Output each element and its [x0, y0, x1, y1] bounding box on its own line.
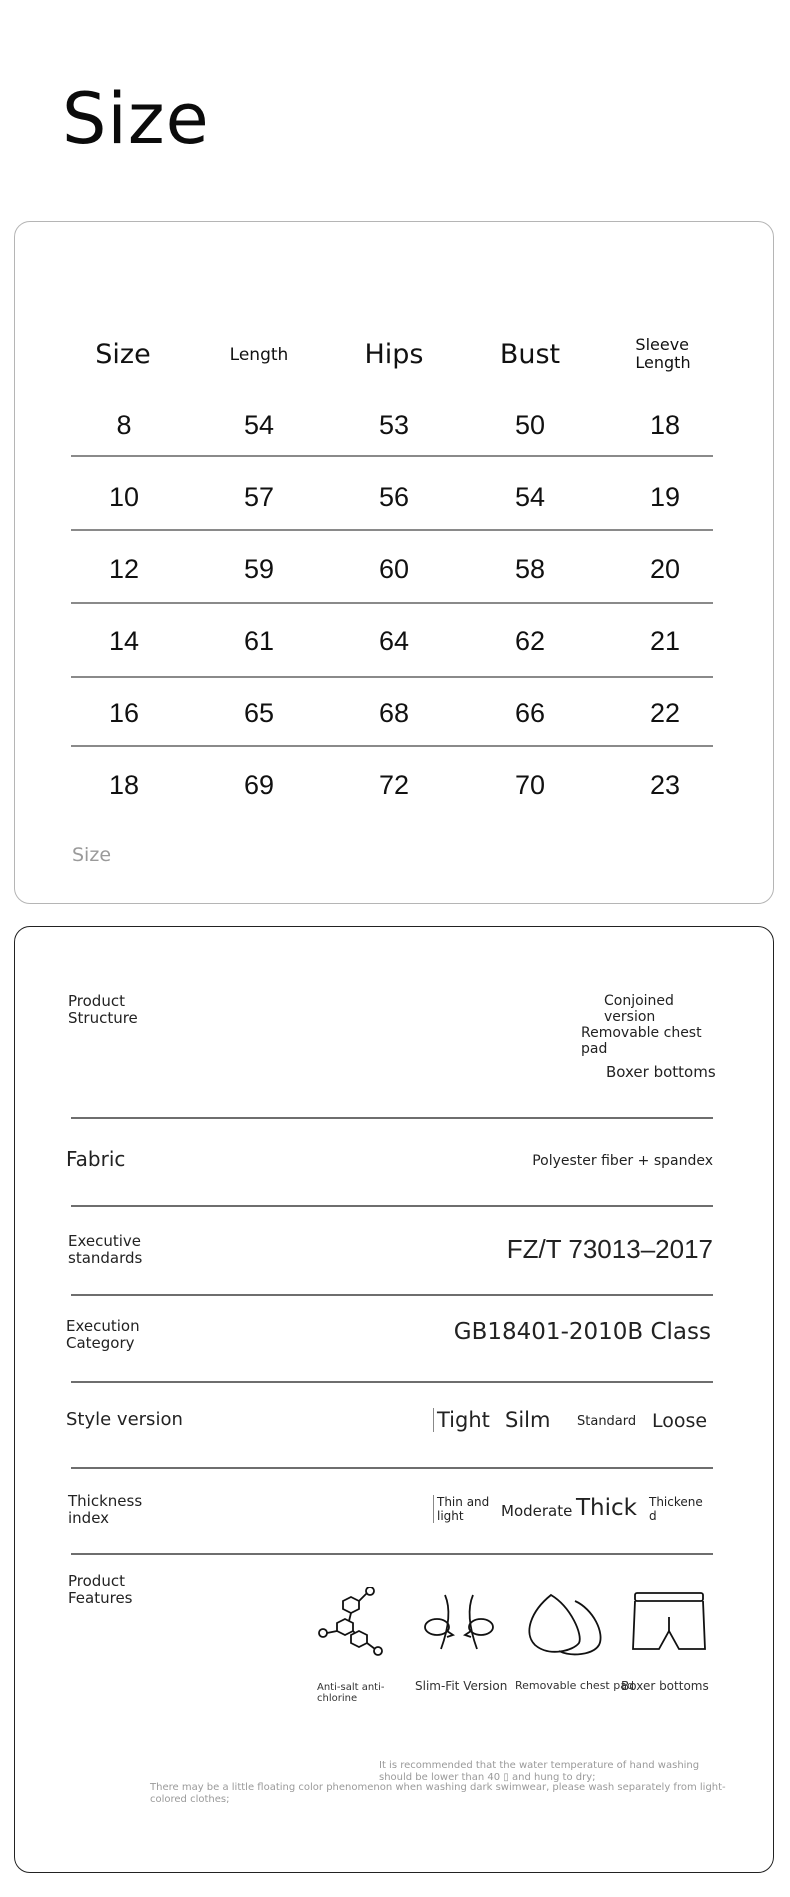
cell-length: 61 — [243, 626, 275, 656]
size-table-header — [15, 322, 775, 382]
cell-bust: 58 — [514, 554, 546, 584]
style-standard: Standard — [577, 1414, 637, 1429]
cell-bust: 66 — [514, 698, 546, 728]
row-divider — [71, 455, 713, 457]
table-row — [15, 467, 775, 527]
structure-conjoined: Conjoined version — [604, 993, 674, 1026]
row-divider — [71, 602, 713, 604]
section-divider — [71, 1467, 713, 1469]
cell-hips: 68 — [378, 698, 410, 728]
section-divider — [71, 1117, 713, 1119]
table-row — [15, 755, 775, 815]
size-footer-label: Size — [72, 844, 112, 866]
style-silm: Silm — [505, 1408, 551, 1432]
fabric-value: Polyester fiber + spandex — [532, 1153, 713, 1169]
cell-sleeve: 22 — [649, 698, 681, 728]
wash-note: It is recommended that the water temperature of hand washing should be lower than 40 ▯ and hung to dry; — [379, 1760, 700, 1783]
style-bracket — [433, 1408, 434, 1432]
header-bust: Bust — [499, 339, 561, 370]
feature-caption: Slim-Fit Version — [415, 1679, 508, 1693]
cell-size: 12 — [108, 554, 140, 584]
page-title: Size — [62, 78, 210, 160]
cell-sleeve: 18 — [649, 410, 681, 440]
cell-bust: 54 — [514, 482, 546, 512]
thickness-bracket — [433, 1495, 434, 1523]
row-divider — [71, 529, 713, 531]
structure-chest-pad: Removable chest pad — [581, 1025, 702, 1058]
cell-size: 16 — [108, 698, 140, 728]
standards-label: Executive standards — [68, 1232, 143, 1268]
header-hips: Hips — [364, 339, 424, 370]
cell-hips: 64 — [378, 626, 410, 656]
style-tight: Tight — [437, 1408, 490, 1432]
product-info-card — [14, 926, 774, 1873]
thickness-label: Thickness index — [68, 1492, 143, 1528]
wash-note: There may be a little floating color phenomenon when washing dark swimwear, please wash separately from light- colored clothes; — [150, 1782, 726, 1805]
row-divider — [71, 676, 713, 678]
cell-hips: 53 — [378, 410, 410, 440]
molecule-icon — [315, 1587, 395, 1667]
table-row — [15, 395, 775, 455]
feature-caption: Removable chest pad — [515, 1679, 634, 1692]
thickness-thickened: Thickene d — [649, 1495, 703, 1524]
table-row — [15, 683, 775, 743]
cell-size: 18 — [108, 770, 140, 800]
thickness-moderate: Moderate — [501, 1502, 573, 1520]
structure-boxer: Boxer bottoms — [606, 1063, 716, 1081]
feature-caption: Anti-salt anti- chlorine — [317, 1682, 385, 1704]
thickness-thick: Thick — [576, 1495, 637, 1521]
section-divider — [71, 1205, 713, 1207]
category-label: Execution Category — [66, 1317, 140, 1353]
section-divider — [71, 1381, 713, 1383]
size-chart-card — [14, 221, 774, 904]
fabric-label: Fabric — [66, 1147, 126, 1171]
header-size: Size — [95, 339, 151, 370]
cell-sleeve: 23 — [649, 770, 681, 800]
cell-hips: 72 — [378, 770, 410, 800]
cell-bust: 70 — [514, 770, 546, 800]
cell-bust: 50 — [514, 410, 546, 440]
category-value: GB18401-2010B Class — [453, 1319, 711, 1345]
table-row — [15, 539, 775, 599]
cell-bust: 62 — [514, 626, 546, 656]
cell-size: 10 — [108, 482, 140, 512]
chest-pad-icon — [521, 1587, 611, 1667]
cell-size: 14 — [108, 626, 140, 656]
slim-fit-icon — [419, 1587, 499, 1667]
style-loose: Loose — [652, 1410, 708, 1432]
cell-length: 59 — [243, 554, 275, 584]
feature-caption: Boxer bottoms — [621, 1679, 709, 1693]
table-row — [15, 611, 775, 671]
cell-sleeve: 21 — [649, 626, 681, 656]
style-label: Style version — [66, 1409, 183, 1430]
row-divider — [71, 745, 713, 747]
cell-sleeve: 20 — [649, 554, 681, 584]
cell-length: 69 — [243, 770, 275, 800]
header-length: Length — [229, 345, 289, 365]
standards-value: FZ/T 73013–2017 — [506, 1234, 713, 1264]
structure-label: Product Structure — [68, 992, 138, 1028]
cell-length: 57 — [243, 482, 275, 512]
section-divider — [71, 1294, 713, 1296]
boxer-shorts-icon — [629, 1587, 709, 1667]
cell-length: 54 — [243, 410, 275, 440]
cell-length: 65 — [243, 698, 275, 728]
header-sleeve-length: Sleeve Length — [635, 335, 691, 372]
section-divider — [71, 1553, 713, 1555]
features-label: Product Features — [68, 1572, 133, 1608]
cell-hips: 60 — [378, 554, 410, 584]
thickness-thin: Thin and light — [437, 1495, 490, 1524]
cell-sleeve: 19 — [649, 482, 681, 512]
cell-size: 8 — [116, 410, 132, 440]
cell-hips: 56 — [378, 482, 410, 512]
